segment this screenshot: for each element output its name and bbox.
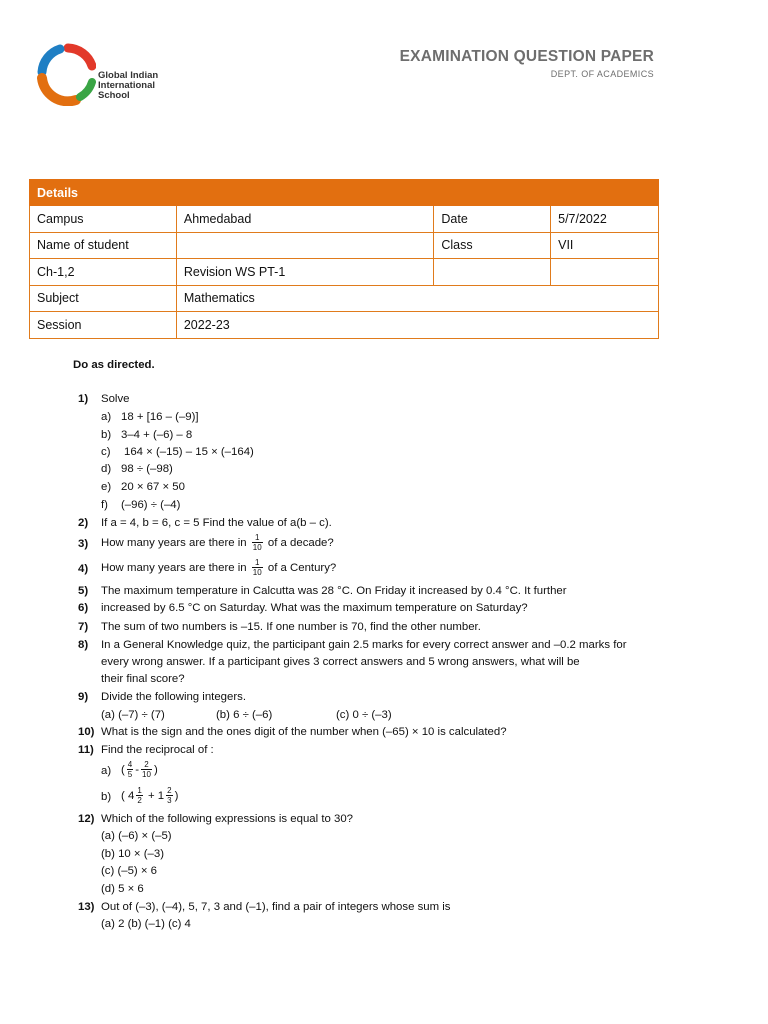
table-row <box>30 312 659 339</box>
table-row <box>30 232 659 259</box>
sub-question: (a) 2 (b) (–1) (c) 4 <box>101 918 191 930</box>
paren: ( <box>121 790 125 802</box>
option-label: e) <box>101 481 112 493</box>
question-text: Divide the following integers. <box>101 691 246 703</box>
details-heading: Details <box>30 180 659 206</box>
numerator: 2 <box>167 786 172 796</box>
option-label: b) <box>101 429 112 441</box>
question-number: 7) <box>78 621 89 633</box>
fraction <box>252 533 263 552</box>
question-number: 3) <box>78 538 89 550</box>
table-cell: Date <box>434 206 551 233</box>
table-cell: 5/7/2022 <box>551 206 659 233</box>
table-cell: VII <box>551 232 659 259</box>
table-row <box>30 259 659 286</box>
whole-number: 1 <box>157 790 165 802</box>
reciprocal-expression-a <box>121 759 158 781</box>
fraction <box>252 558 263 577</box>
question-number: 13) <box>78 901 95 913</box>
question-text-part: How many years are there in <box>101 562 247 574</box>
sub-question: 20 × 67 × 50 <box>121 481 185 493</box>
sub-question: 3–4 + (–6) – 8 <box>121 429 193 441</box>
school-logo <box>36 42 196 122</box>
table-cell <box>551 259 659 286</box>
details-header-row <box>30 180 659 206</box>
table-cell: Name of student <box>30 232 177 259</box>
operator: + <box>147 790 155 802</box>
denominator: 2 <box>137 796 142 806</box>
numerator: 4 <box>127 760 133 770</box>
question-text: their final score? <box>101 673 185 685</box>
question-number: 8) <box>78 639 89 651</box>
question-text-part: of a decade? <box>267 537 334 549</box>
table-cell: Ahmedabad <box>176 206 434 233</box>
table-cell: Ch-1,2 <box>30 259 177 286</box>
sub-question: (a) (–6) × (–5) <box>101 830 172 842</box>
question-text: Solve <box>101 393 130 405</box>
question-text <box>101 557 336 579</box>
numerator: 1 <box>137 786 142 796</box>
question-text: Which of the following expressions is equal to 30? <box>101 813 354 825</box>
table-cell: Revision WS PT-1 <box>176 259 434 286</box>
student-name-field <box>176 232 434 259</box>
sub-question: (a) (–7) ÷ (7) <box>101 709 165 721</box>
question-text <box>101 532 334 554</box>
question-text: increased by 6.5 °C on Saturday. What was the maximum temperature on Saturday? <box>101 602 528 614</box>
sub-question: 18 + [16 – (–9)] <box>121 411 199 423</box>
paren: ( <box>121 764 125 776</box>
question-text: In a General Knowledge quiz, the participant gain 2.5 marks for every correct answer and –0.2 marks for <box>101 639 627 651</box>
table-cell: Campus <box>30 206 177 233</box>
question-number: 9) <box>78 691 89 703</box>
question-number: 2) <box>78 517 89 529</box>
question-number: 6) <box>78 602 89 614</box>
table-cell <box>434 259 551 286</box>
question-text: What is the sign and the ones digit of the number when (–65) × 10 is calculated? <box>101 726 507 738</box>
sub-question: (b) 6 ÷ (–6) <box>216 709 273 721</box>
denominator: 3 <box>167 796 172 806</box>
question-number: 5) <box>78 585 89 597</box>
question-number: 4) <box>78 563 89 575</box>
paren: ) <box>153 764 158 776</box>
question-number: 10) <box>78 726 95 738</box>
denominator: 10 <box>252 543 262 553</box>
sub-question: (c) 0 ÷ (–3) <box>336 709 392 721</box>
sub-question: (c) (–5) × 6 <box>101 865 158 877</box>
option-label: a) <box>101 765 112 777</box>
sub-question: 164 × (–15) – 15 × (–164) <box>124 446 254 458</box>
question-text: Find the reciprocal of : <box>101 744 214 756</box>
fraction <box>136 786 142 805</box>
question-text-part: How many years are there in <box>101 537 247 549</box>
operator: - <box>135 764 140 776</box>
reciprocal-expression-b <box>121 785 178 807</box>
table-cell: Subject <box>30 285 177 312</box>
question-text-part: of a Century? <box>267 562 337 574</box>
table-row <box>30 206 659 233</box>
numerator: 1 <box>252 558 263 568</box>
option-label: c) <box>101 446 111 458</box>
option-label: f) <box>101 499 108 511</box>
question-text: If a = 4, b = 6, c = 5 Find the value of a(b – c). <box>101 517 332 529</box>
table-cell: Session <box>30 312 177 339</box>
denominator: 10 <box>252 568 262 578</box>
table-cell: 2022-23 <box>176 312 658 339</box>
logo-ring-icon <box>36 42 96 106</box>
question-text: every wrong answer. If a participant gives 3 correct answers and 5 wrong answers, what will be <box>101 656 580 668</box>
paper-title: EXAMINATION QUESTION PAPER <box>399 48 654 65</box>
question-number: 12) <box>78 813 95 825</box>
question-number: 11) <box>78 744 94 756</box>
numerator: 1 <box>252 533 263 543</box>
question-text: Out of (–3), (–4), 5, 7, 3 and (–1), find a pair of integers whose sum is <box>101 901 451 913</box>
table-cell: Mathematics <box>176 285 658 312</box>
option-label: b) <box>101 791 112 803</box>
table-row <box>30 285 659 312</box>
question-text: The sum of two numbers is –15. If one number is 70, find the other number. <box>101 621 481 633</box>
table-cell: Class <box>434 232 551 259</box>
denominator: 5 <box>127 770 133 780</box>
sub-question: (b) 10 × (–3) <box>101 848 164 860</box>
paren: ) <box>174 790 179 802</box>
sub-question: (–96) ÷ (–4) <box>121 499 181 511</box>
question-text: The maximum temperature in Calcutta was 28 °C. On Friday it increased by 0.4 °C. It further <box>101 585 567 597</box>
sub-question: (d) 5 × 6 <box>101 883 144 895</box>
sub-question: 98 ÷ (–98) <box>121 463 173 475</box>
whole-number: 4 <box>127 790 135 802</box>
fraction <box>166 786 172 805</box>
instruction-text: Do as directed. <box>73 359 155 371</box>
option-label: a) <box>101 411 112 423</box>
department-subtitle: DEPT. OF ACADEMICS <box>550 69 654 79</box>
numerator: 2 <box>141 760 152 770</box>
option-label: d) <box>101 463 112 475</box>
fraction <box>141 760 152 779</box>
question-number: 1) <box>78 393 89 405</box>
logo-text: Global Indian International School <box>98 70 159 101</box>
fraction <box>127 760 133 779</box>
denominator: 10 <box>142 770 151 780</box>
details-table <box>29 179 659 339</box>
